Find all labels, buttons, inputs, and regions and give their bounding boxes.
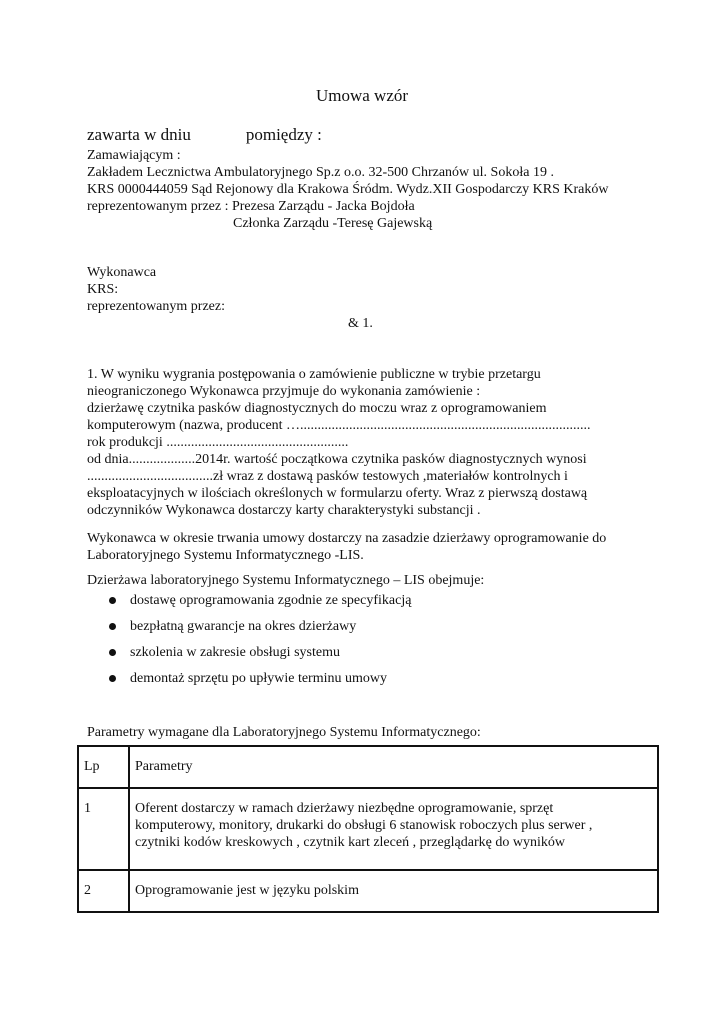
row-parameter-line: komputerowy, monitory, drukarki do obsługi 6 stanowisk roboczych plus serwer ,	[135, 818, 593, 833]
table-header-row	[78, 746, 658, 788]
paragraph-1-line: eksploatacyjnych w ilościach określonych w formularzu oferty. Wraz z pierwszą dostawą	[87, 486, 588, 501]
row-parameter-line: Oprogramowanie jest w języku polskim	[135, 883, 359, 898]
row-parameter-line: czytniki kodów kreskowych , czytnik kart zleceń , przeglądarkę do wyników	[135, 835, 565, 850]
bullet-icon	[109, 649, 116, 656]
params-table	[77, 745, 659, 913]
list-item-text: szkolenia w zakresie obsługi systemu	[130, 645, 340, 660]
list-item-text: dostawę oprogramowania zgodnie ze specyfikacją	[130, 593, 412, 608]
ordering-party-name: Zakładem Lecznictwa Ambulatoryjnego Sp.z o.o. 32-500 Chrzanów ul. Sokoła 19 .	[87, 165, 554, 180]
scope-list	[87, 592, 411, 696]
header-lp: Lp	[78, 746, 129, 788]
paragraph-1-line: dzierżawę czytnika pasków diagnostycznych do moczu wraz z oprogramowaniem	[87, 401, 547, 416]
table-row	[78, 788, 658, 870]
header-parametry: Parametry	[129, 746, 658, 788]
paragraph-2-line: Laboratoryjnego Systemu Informatycznego -LIS.	[87, 548, 364, 563]
contractor-rep: reprezentowanym przez:	[87, 299, 225, 314]
paragraph-1-line: odczynników Wykonawca dostarczy karty charakterystyki substancji .	[87, 503, 481, 518]
ordering-party-label: Zamawiającym :	[87, 148, 181, 163]
contract-date-line	[87, 126, 322, 143]
contractor-label: Wykonawca	[87, 265, 157, 280]
bullet-icon	[109, 675, 116, 682]
row-parameter-line: Oferent dostarczy w ramach dzierżawy niezbędne oprogramowanie, sprzęt	[135, 801, 554, 816]
list-item	[87, 670, 411, 696]
paragraph-1-line: rok produkcji ....................................................	[87, 435, 349, 450]
paragraph-1-line: komputerowym (nazwa, producent …...................................................................................	[87, 418, 591, 433]
paragraph-1-line: 1. W wyniku wygrania postępowania o zamówienie publiczne w trybie przetargu	[87, 367, 541, 382]
section-heading: & 1.	[348, 316, 373, 331]
ordering-party-krs: KRS 0000444059 Sąd Rejonowy dla Krakowa Śródm. Wydz.XII Gospodarczy KRS Kraków	[87, 182, 609, 197]
ordering-party-member: Członka Zarządu -Teresę Gajewską	[233, 216, 433, 231]
bullet-icon	[109, 597, 116, 604]
list-item	[87, 618, 411, 644]
row-parameter	[129, 870, 658, 912]
list-item-text: demontaż sprzętu po upływie terminu umowy	[130, 671, 387, 686]
list-item	[87, 644, 411, 670]
contractor-krs: KRS:	[87, 282, 119, 297]
params-heading: Parametry wymagane dla Laboratoryjnego Systemu Informatycznego:	[87, 725, 481, 740]
paragraph-3: Dzierżawa laboratoryjnego Systemu Informatycznego – LIS obejmuje:	[87, 573, 485, 588]
row-lp: 2	[78, 870, 129, 912]
paragraph-1-line: od dnia...................2014r. wartość początkowa czytnika pasków diagnostycznych wynosi	[87, 452, 587, 467]
row-parameter	[129, 788, 658, 870]
paragraph-1-line: ....................................zł wraz z dostawą pasków testowych ,materiałów kontrolnych i	[87, 469, 568, 484]
list-item-text: bezpłatną gwarancje na okres dzierżawy	[130, 619, 357, 634]
zawarta-text: zawarta w dniu	[87, 125, 191, 144]
ordering-party-rep: reprezentowanym przez : Prezesa Zarządu - Jacka Bojdoła	[87, 199, 415, 214]
document-title: Umowa wzór	[315, 86, 409, 105]
paragraph-1-line: nieograniczonego Wykonawca przyjmuje do wykonania zamówienie :	[87, 384, 481, 399]
pomiedzy-text: pomiędzy :	[245, 125, 322, 144]
row-lp: 1	[78, 788, 129, 870]
list-item	[87, 592, 411, 618]
bullet-icon	[109, 623, 116, 630]
table-row	[78, 870, 658, 912]
paragraph-2-line: Wykonawca w okresie trwania umowy dostarczy na zasadzie dzierżawy oprogramowanie do	[87, 531, 607, 546]
